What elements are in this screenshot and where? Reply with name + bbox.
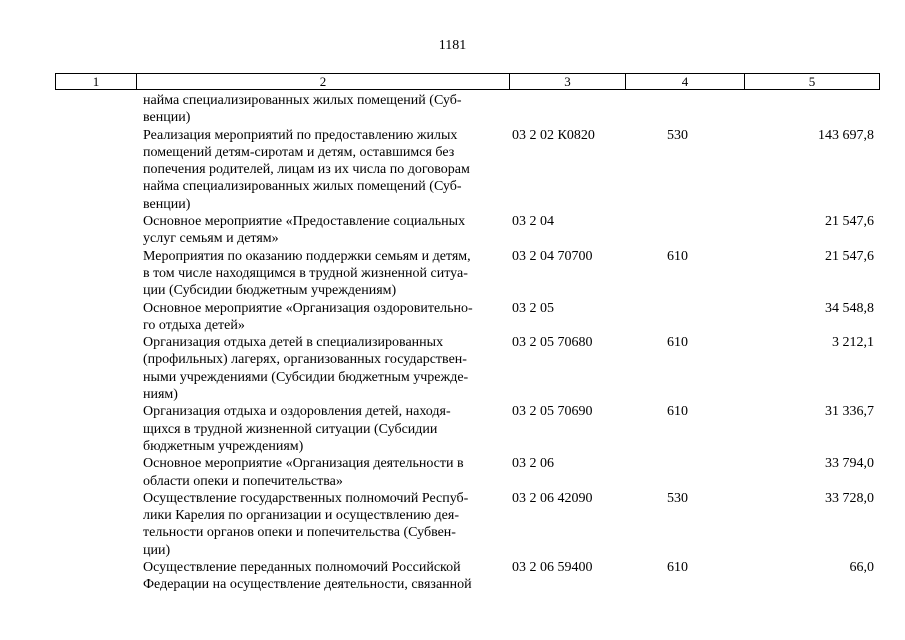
table-row bbox=[55, 559, 880, 594]
row-number-cell bbox=[55, 403, 135, 455]
row-amount-cell bbox=[740, 92, 880, 127]
column-header-3: 3 bbox=[510, 74, 626, 89]
row-code-cell: 03 2 04 70700 bbox=[512, 248, 593, 264]
table-body bbox=[55, 92, 880, 594]
row-name-cell: Реализация мероприятий по предоставлению жилых помещений детям-сиротам и детям, оставшимся без попечения родителей, лицам из их числа по договорам найма специализированных жилых помещений (Суб- венции) bbox=[143, 127, 470, 212]
row-amount-cell: 21 547,6 bbox=[825, 248, 874, 264]
row-type-cell: 610 bbox=[667, 335, 688, 351]
row-code-cell: 03 2 02 К0820 bbox=[512, 127, 595, 143]
row-name-cell: найма специализированных жилых помещений (Суб- венции) bbox=[143, 93, 462, 126]
row-type-cell: 610 bbox=[667, 248, 688, 264]
row-amount-cell: 33 794,0 bbox=[825, 456, 874, 472]
row-type-cell: 530 bbox=[667, 490, 688, 506]
row-amount-cell: 66,0 bbox=[849, 560, 874, 576]
row-type-cell: 610 bbox=[667, 404, 688, 420]
column-header-4: 4 bbox=[626, 74, 745, 89]
row-code-cell bbox=[507, 92, 622, 127]
row-amount-cell: 34 548,8 bbox=[825, 300, 874, 316]
row-number-cell bbox=[55, 559, 135, 594]
row-name-cell: Основное мероприятие «Предоставление социальных услуг семьям и детям» bbox=[143, 214, 466, 247]
row-number-cell bbox=[55, 127, 135, 213]
row-name-cell: Основное мероприятие «Организация деятельности в области опеки и попечительства» bbox=[143, 456, 464, 489]
row-name-cell: Организация отдыха детей в специализированных (профильных) лагерях, организованных государствен- ными учреждениями (Субсидии бюджетным учрежде- ниям) bbox=[143, 335, 469, 403]
row-number-cell bbox=[55, 213, 135, 248]
row-code-cell: 03 2 05 70690 bbox=[512, 404, 593, 420]
row-code-cell: 03 2 05 bbox=[512, 300, 554, 316]
row-number-cell bbox=[55, 334, 135, 403]
row-number-cell bbox=[55, 490, 135, 559]
row-name-cell: Основное мероприятие «Организация оздоровительно- го отдыха детей» bbox=[143, 300, 473, 333]
row-type-cell: 530 bbox=[667, 127, 688, 143]
row-name-cell: Осуществление государственных полномочий Респуб- лики Карелия по организации и осуществлению дея- тельности органов опеки и попечительства (Субвен- ции) bbox=[143, 490, 469, 558]
row-number-cell bbox=[55, 455, 135, 490]
table-row bbox=[55, 403, 880, 455]
table-header bbox=[55, 73, 880, 90]
row-name-cell: Мероприятия по оказанию поддержки семьям и детям, в том числе находящимся в трудной жизненной ситуа- ции (Субсидии бюджетным учреждениям) bbox=[143, 248, 471, 299]
table-row bbox=[55, 92, 880, 127]
row-code-cell: 03 2 06 bbox=[512, 456, 554, 472]
row-number-cell bbox=[55, 300, 135, 335]
row-amount-cell: 143 697,8 bbox=[818, 127, 874, 143]
table-row bbox=[55, 127, 880, 213]
row-amount-cell: 31 336,7 bbox=[825, 404, 874, 420]
table-row bbox=[55, 213, 880, 248]
row-code-cell: 03 2 06 59400 bbox=[512, 560, 593, 576]
row-code-cell: 03 2 05 70680 bbox=[512, 335, 593, 351]
column-header-5: 5 bbox=[808, 74, 816, 89]
row-type-cell bbox=[622, 455, 740, 490]
column-header-1: 1 bbox=[56, 74, 137, 89]
table-row bbox=[55, 455, 880, 490]
table-row bbox=[55, 490, 880, 559]
row-type-cell bbox=[622, 92, 740, 127]
row-name-cell: Организация отдыха и оздоровления детей, находя- щихся в трудной жизненной ситуации (Субсидии бюджетным учреждениям) bbox=[143, 404, 451, 454]
row-type-cell bbox=[622, 213, 740, 248]
row-amount-cell: 21 547,6 bbox=[825, 214, 874, 230]
row-amount-cell: 3 212,1 bbox=[832, 335, 874, 351]
row-number-cell bbox=[55, 92, 135, 127]
row-type-cell: 610 bbox=[667, 560, 688, 576]
row-type-cell bbox=[622, 300, 740, 335]
table-row bbox=[55, 248, 880, 300]
row-name-cell: Осуществление переданных полномочий Российской Федерации на осуществление деятельности, связанной bbox=[143, 560, 472, 593]
column-header-2: 2 bbox=[137, 74, 510, 89]
row-number-cell bbox=[55, 248, 135, 300]
row-amount-cell: 33 728,0 bbox=[825, 490, 874, 506]
page-number: 1181 bbox=[438, 38, 467, 53]
table-row bbox=[55, 300, 880, 335]
row-code-cell: 03 2 04 bbox=[512, 214, 554, 230]
table-row bbox=[55, 334, 880, 403]
row-code-cell: 03 2 06 42090 bbox=[512, 490, 593, 506]
